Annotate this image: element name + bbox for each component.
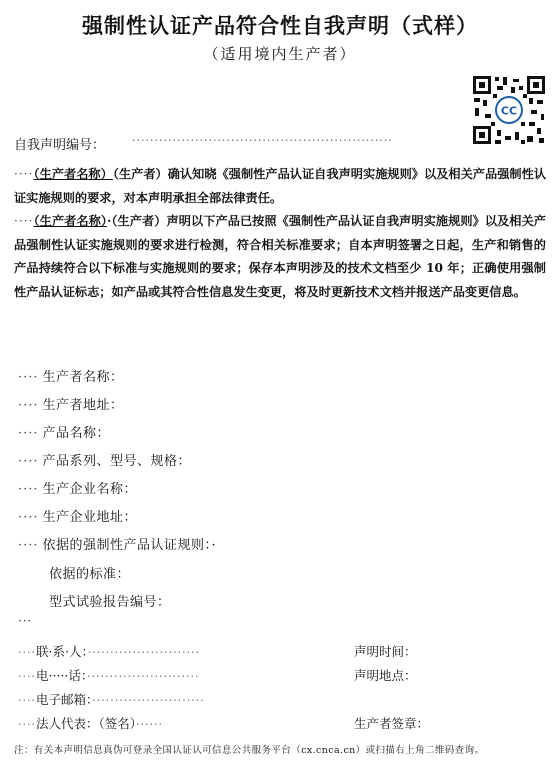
- contact-lead-dots: ····: [18, 694, 36, 707]
- field-standard[interactable]: 依据的标准：: [49, 567, 131, 582]
- contact-lead-dots: ····: [18, 646, 36, 659]
- field-lead-dots: ····: [18, 510, 39, 525]
- page-title: 强制性认证产品符合性自我声明（式样）: [82, 13, 478, 38]
- contact-fill-dots: ·························: [92, 694, 205, 707]
- paragraph-lead-dots: ····: [14, 167, 34, 181]
- field-label: 生产者名称：: [42, 370, 124, 385]
- contact-fill-dots: ·························: [87, 646, 201, 659]
- producer-name-placeholder[interactable]: （生产者名称）: [33, 214, 108, 228]
- legal-rep-label: 法人代表：（签名）: [36, 716, 137, 731]
- paragraph-acknowledgement: [14, 163, 546, 210]
- field-producer-name[interactable]: [18, 366, 124, 385]
- declaration-number-label: 自我声明编号：: [14, 138, 106, 153]
- email-label: 电子邮箱：: [36, 692, 93, 707]
- qr-logo-text: CC: [500, 104, 518, 118]
- field-certification-rule[interactable]: [18, 534, 216, 553]
- paragraph-conformity: [14, 210, 546, 304]
- field-declare-place[interactable]: 声明地点：: [354, 668, 417, 683]
- contact-lead-dots: ····: [18, 670, 36, 683]
- trailing-dots: ···: [18, 614, 32, 629]
- field-label: 生产企业名称：: [42, 482, 138, 497]
- field-email[interactable]: [18, 690, 205, 708]
- field-lead-dots: ····: [18, 482, 39, 497]
- field-lead-dots: ····: [18, 454, 39, 469]
- field-label: 产品系列、型号、规格：: [42, 454, 192, 469]
- field-lead-dots: ····: [18, 538, 39, 553]
- field-label: 生产者地址：: [42, 398, 124, 413]
- field-contact-person[interactable]: [18, 642, 200, 660]
- declaration-number-field[interactable]: ··························································: [132, 134, 393, 147]
- field-legal-representative[interactable]: [18, 714, 163, 732]
- footer-note: 注：有关本声明信息真伪可登录全国认证认可信息公共服务平台（cx.cnca.cn）或扫描右上角二维码查询。: [14, 745, 485, 756]
- field-product-name[interactable]: [18, 422, 110, 441]
- field-product-model[interactable]: [18, 450, 191, 469]
- paragraph-text: （生产者）确认知晓《强制性产品认证自我声明实施规则》以及相关产品强制性认证实施规则的要求，对本声明承担全部法律责任。: [14, 167, 547, 205]
- field-test-report-number[interactable]: 型式试验报告编号：: [49, 595, 171, 610]
- field-lead-dots: ····: [18, 370, 39, 385]
- field-manufacturer-name[interactable]: [18, 478, 137, 497]
- field-producer-address[interactable]: [18, 394, 124, 413]
- contact-short-dots: ······: [136, 718, 163, 731]
- contact-person-label: 联·系·人：: [36, 644, 88, 659]
- field-label: 产品名称：: [42, 426, 111, 441]
- contact-fill-dots: ·························: [87, 670, 200, 683]
- field-phone[interactable]: [18, 666, 200, 684]
- field-label: 生产企业地址：: [42, 510, 138, 525]
- field-manufacturer-address[interactable]: [18, 506, 137, 525]
- field-declare-time[interactable]: 声明时间：: [354, 644, 417, 659]
- contact-lead-dots: ····: [18, 718, 36, 731]
- page-subtitle: （适用境内生产者）: [203, 45, 357, 63]
- phone-label: 电·····话：: [36, 668, 88, 683]
- field-label: 依据的强制性产品认证规则：·: [42, 538, 217, 553]
- field-lead-dots: ····: [18, 426, 39, 441]
- producer-name-placeholder[interactable]: （生产者名称）: [33, 167, 113, 181]
- field-lead-dots: ····: [18, 398, 39, 413]
- paragraph-text: ·（生产者）声明以下产品已按照《强制性产品认证自我声明实施规则》以及相关产品强制性认证实施规则的要求进行检测，符合相关标准要求；自本声明签署之日起，生产和销售的产品持续符合以下标准与实施规则的要求；保存本声明涉及的技术文档至少 10 年；正确使用强制性产品认证标志；如产品或其符合性信息发生变更，将及时更新技术文档并报送产品变更信息。: [14, 214, 546, 299]
- paragraph-lead-dots: ····: [14, 214, 34, 228]
- field-producer-seal[interactable]: 生产者签章：: [354, 716, 430, 731]
